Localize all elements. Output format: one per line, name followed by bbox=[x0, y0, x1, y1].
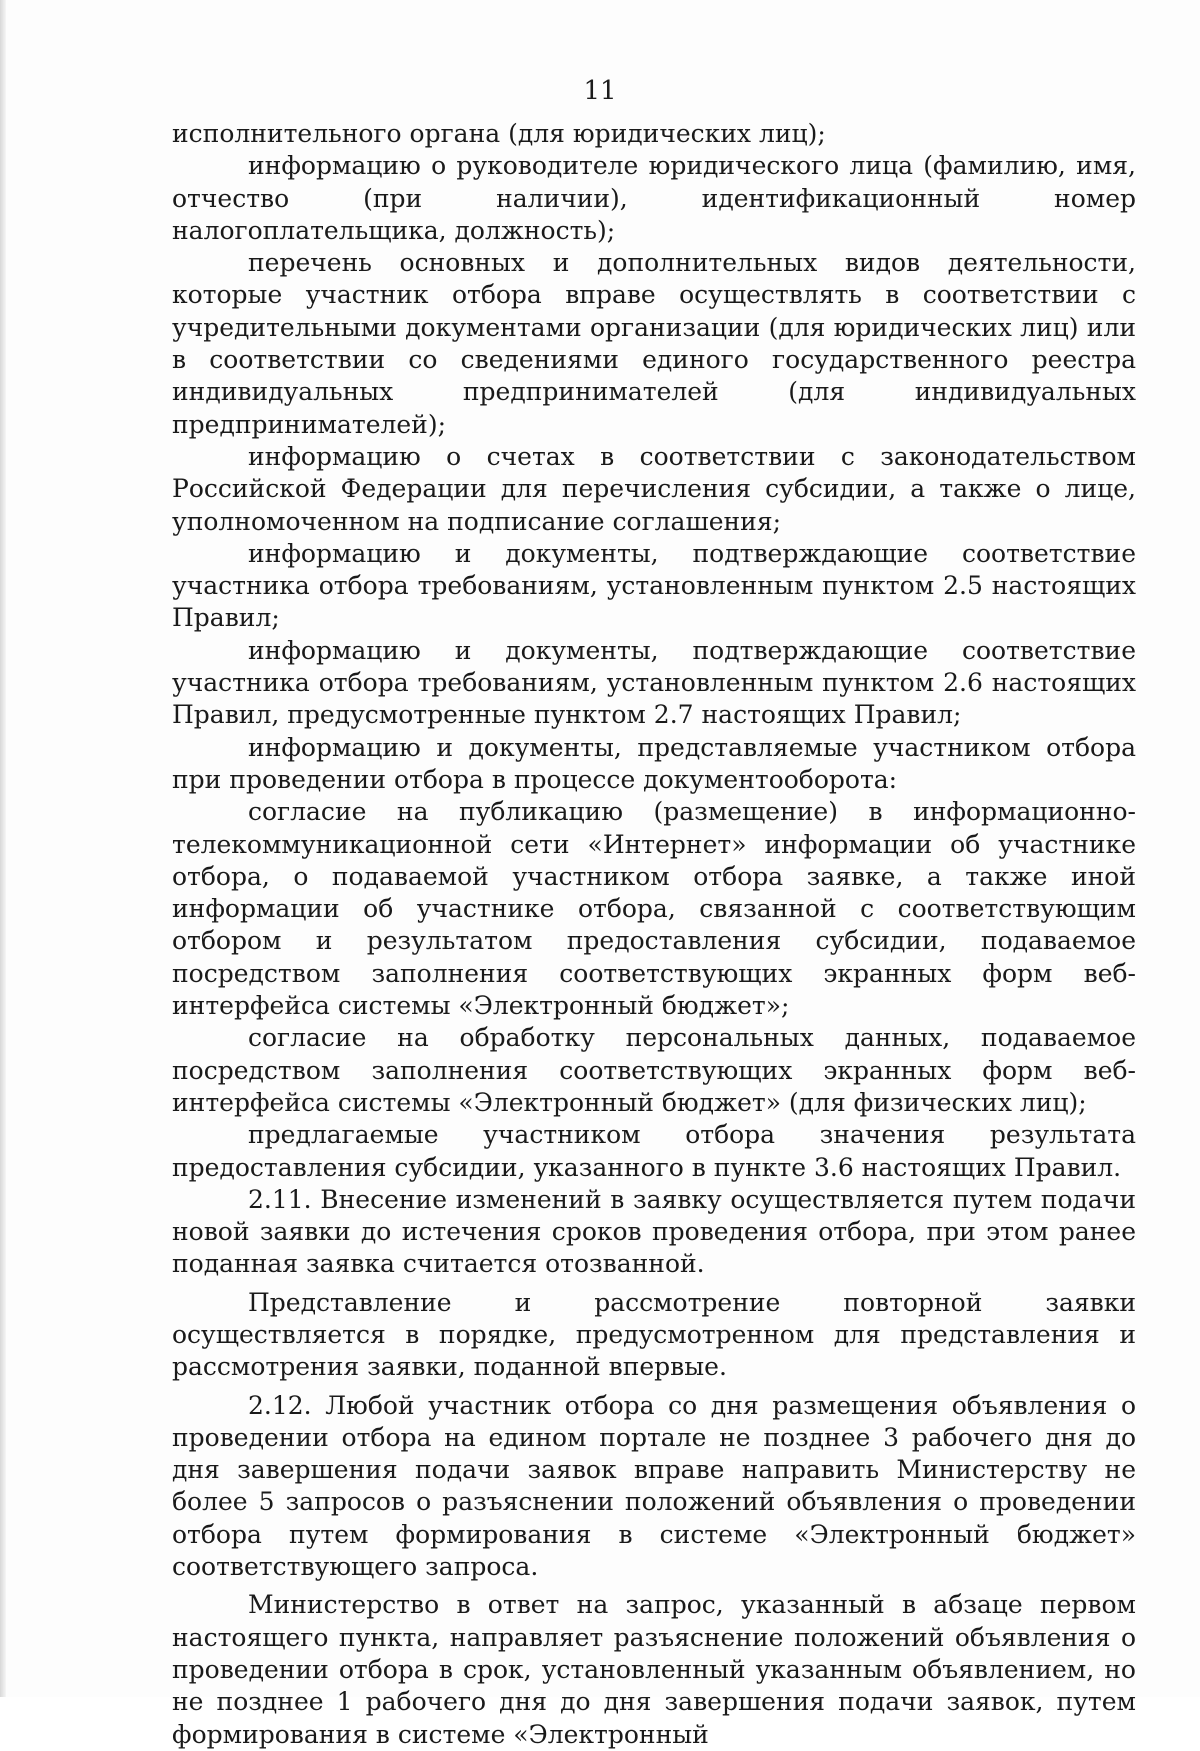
paragraph: информацию и документы, подтверждающие соответствие участника отбора требованиям, установленным пунктом 2.5 настоящих Правил; bbox=[172, 538, 1136, 633]
paragraph: информацию о счетах в соответствии с законодательством Российской Федерации для перечисления субсидии, а также о лице, уполномоченном на подписание соглашения; bbox=[172, 441, 1136, 536]
paragraph: информацию и документы, представляемые участником отбора при проведении отбора в процессе документооборота: bbox=[172, 732, 1136, 794]
paragraph: 2.12. Любой участник отбора со дня размещения объявления о проведении отбора на едином портале не позднее 3 рабочего дня до дня завершения подачи заявок вправе направить Министерству не более 5 запросов о разъяснении положений объявления о проведении отбора путем формирования в системе «Электронный бюджет» соответствующего запроса. bbox=[172, 1390, 1136, 1582]
page-number: 11 bbox=[583, 76, 617, 106]
paragraph: согласие на обработку персональных данных, подаваемое посредством заполнения соответствующих экранных форм веб-интерфейса системы «Электронный бюджет» (для физических лиц); bbox=[172, 1023, 1136, 1117]
document-body bbox=[172, 118, 1136, 1751]
paragraph: предлагаемые участником отбора значения результата предоставления субсидии, указанного в пункте 3.6 настоящих Правил. bbox=[172, 1120, 1136, 1182]
paragraph: информацию о руководителе юридического лица (фамилию, имя, отчество (при наличии), идентификационный номер налогоплательщика, должность); bbox=[172, 151, 1136, 245]
paragraph: Министерство в ответ на запрос, указанный в абзаце первом настоящего пункта, направляет разъяснение положений объявления о проведении отбора в срок, установленный указанным объявлением, но не позднее 1 рабочего дня до дня завершения подачи заявок, путем формирования в системе «Электронный bbox=[172, 1590, 1136, 1749]
scan-edge bbox=[0, 0, 6, 1697]
paragraph: согласие на публикацию (размещение) в информационно-телекоммуникационной сети «Интернет» информации об участнике отбора, о подаваемой участником отбора заявке, а также иной информации об участнике отбора, связанной с соответствующим отбором и результатом предоставления субсидии, подаваемое посредством заполнения соответствующих экранных форм веб-интерфейса системы «Электронный бюджет»; bbox=[172, 797, 1136, 1021]
paragraph: 2.11. Внесение изменений в заявку осуществляется путем подачи новой заявки до истечения сроков проведения отбора, при этом ранее поданная заявка считается отозванной. bbox=[172, 1184, 1136, 1279]
paragraph: исполнительного органа (для юридических лиц); bbox=[172, 119, 826, 148]
paragraph: Представление и рассмотрение повторной заявки осуществляется в порядке, предусмотренном для представления и рассмотрения заявки, поданной впервые. bbox=[172, 1287, 1136, 1382]
paragraph: перечень основных и дополнительных видов деятельности, которые участник отбора вправе осуществлять в соответствии с учредительными документами организации (для юридических лиц) или в соответствии со сведениями единого государственного реестра индивидуальных предпринимателей (для индивидуальных предпринимателей); bbox=[172, 248, 1136, 439]
paragraph: информацию и документы, подтверждающие соответствие участника отбора требованиям, установленным пунктом 2.6 настоящих Правил, предусмотренные пунктом 2.7 настоящих Правил; bbox=[172, 635, 1136, 730]
